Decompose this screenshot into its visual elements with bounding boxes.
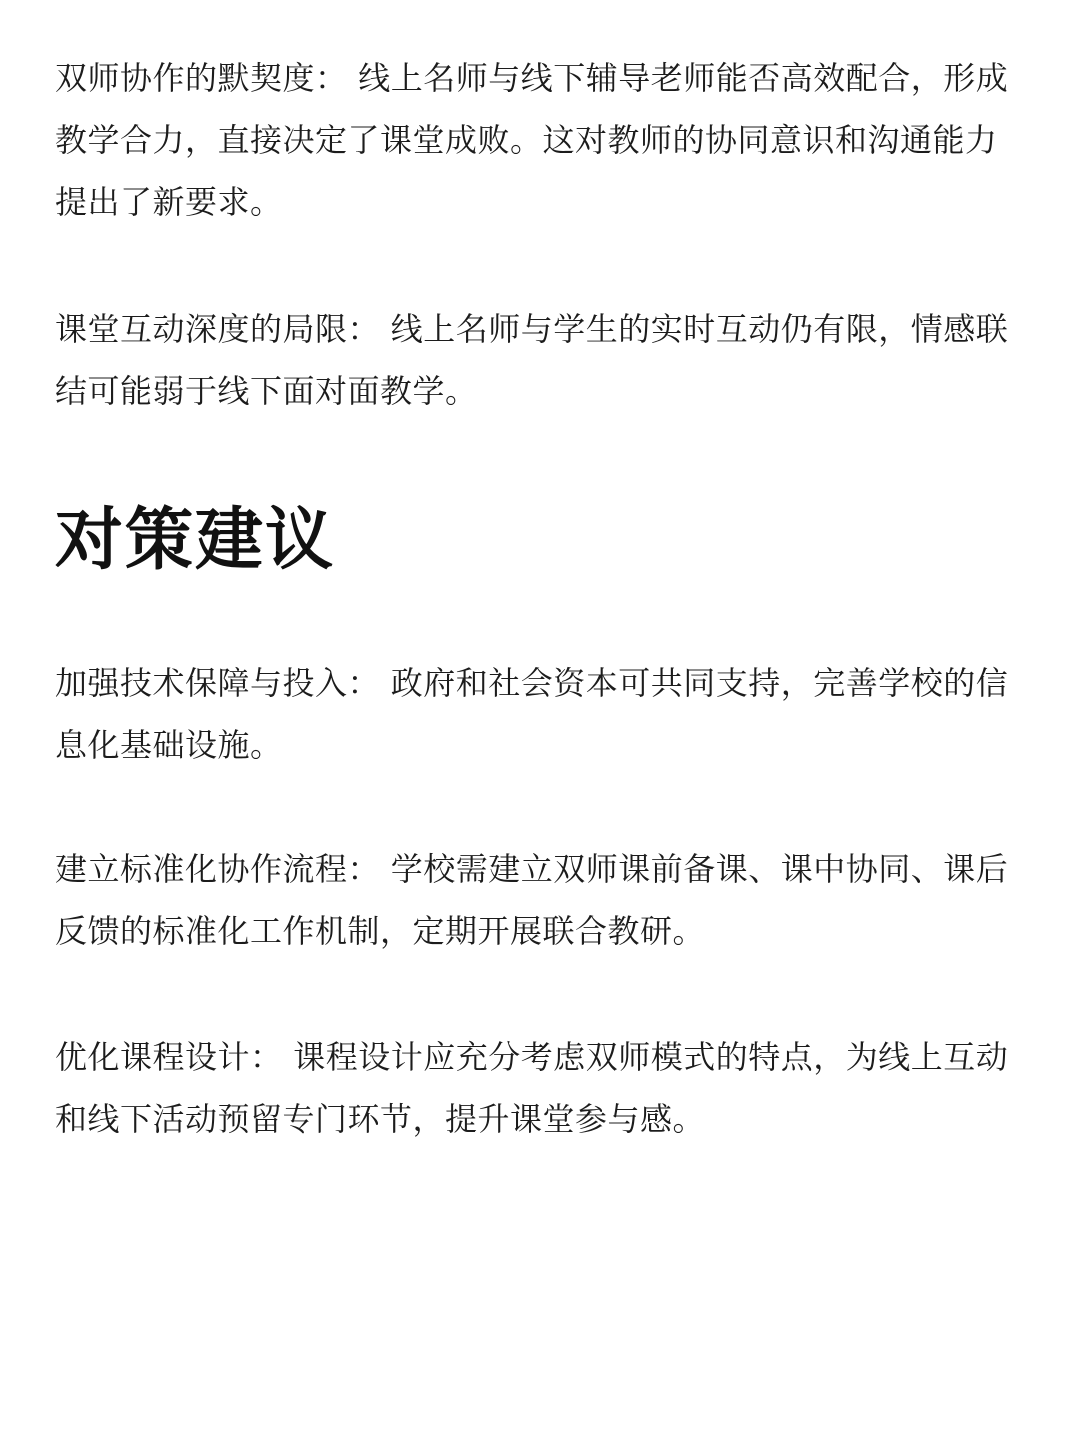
paragraph-body: 线上名师与线下辅导老师能否高效配合，形成教学合力，直接决定了课堂成败。这对教师的协同意识和沟通能力提出了新要求。 — [55, 59, 1009, 221]
section-heading: 对策建议 — [55, 500, 336, 580]
paragraph-body: 线上名师与学生的实时互动仍有限，情感联结可能弱于线下面对面教学。 — [55, 310, 1009, 410]
paragraph-term: 优化课程设计： — [55, 1038, 283, 1076]
paragraph-collaboration — [55, 47, 1015, 233]
paragraph-body: 学校需建立双师课前备课、课中协同、课后反馈的标准化工作机制，定期开展联合教研。 — [55, 850, 1009, 950]
paragraph-interaction-limits — [55, 298, 1015, 422]
paragraph-tech-investment — [55, 652, 1015, 776]
paragraph-term: 双师协作的默契度： — [55, 59, 348, 97]
paragraph-term: 建立标准化协作流程： — [55, 850, 381, 888]
paragraph-body: 政府和社会资本可共同支持，完善学校的信息化基础设施。 — [55, 664, 1009, 764]
paragraph-body: 课程设计应充分考虑双师模式的特点，为线上互动和线下活动预留专门环节，提升课堂参与感。 — [55, 1038, 1009, 1138]
paragraph-standard-process — [55, 838, 1015, 962]
paragraph-course-design — [55, 1026, 1015, 1150]
paragraph-term: 课堂互动深度的局限： — [55, 310, 381, 348]
paragraph-term: 加强技术保障与投入： — [55, 664, 381, 702]
